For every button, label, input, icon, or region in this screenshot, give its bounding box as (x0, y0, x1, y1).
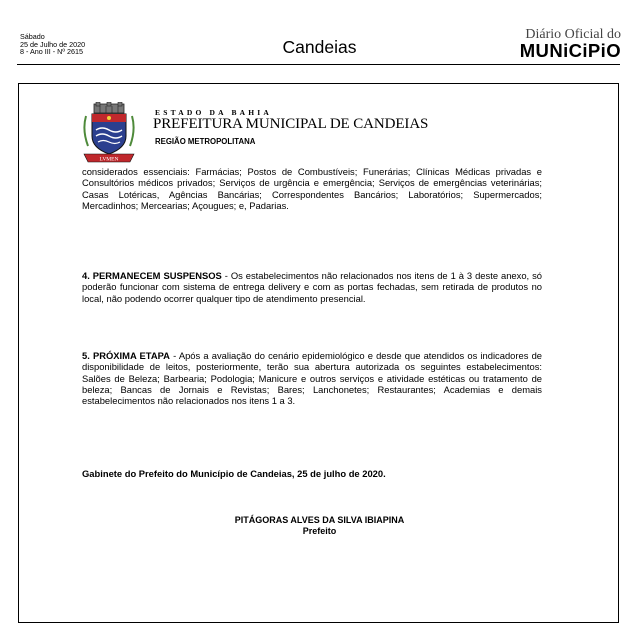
page-header (0, 0, 639, 66)
header-day: Sábado (20, 32, 45, 41)
paragraph-section-5 (82, 350, 542, 406)
paragraph-section-4 (82, 270, 542, 304)
section-5-text: - Após a avaliação do cenário epidemiológico e desde que atendidos os indicadores de disponibilidade de leitos, posteriormente, terão sua abertura autorizada os seguintes estabelecimentos: Salões de Beleza; Barbearia; Podologia; Manicure e outros serviços e atividade estéticas ou tratamento de beleza; Bancas de Jornais e Revistas; Bares; Lanchonetes; Restaurantes; Academias e demais estabelecimentos não relacionados nos itens 1 a 3. (82, 350, 542, 407)
header-edition: 8 - Ano III - Nº 2615 (20, 47, 83, 57)
section-4-heading: 4. PERMANECEM SUSPENSOS (82, 270, 222, 281)
signer-title: Prefeito (302, 526, 337, 536)
section-5-heading: 5. PRÓXIMA ETAPA (82, 350, 170, 361)
paragraph-essential-services: considerados essenciais: Farmácias; Postos de Combustíveis; Funerárias; Clínicas Médicas privadas e Consultórios médicos privados; Serviços de urgência e emergência; Serviços de emergências veterinárias; Casas Lotéricas, Agências Bancárias; Correspondentes Bancários; Laboratórios; Supermercados; Mercadinhos; Mercearias; Açougues; e, Padarias. (82, 166, 542, 211)
signer-name: PITÁGORAS ALVES DA SILVA IBIAPINA (234, 515, 405, 525)
letterhead-state: ESTADO DA BAHIA (155, 108, 273, 117)
section-4-text: - Os estabelecimentos não relacionados nos itens de 1 à 3 deste anexo, só poderão funcionar com sistema de entrega delivery e com as portas fechadas, sem retirada de produtos no local, não podendo ocorrer qualquer tipo de atendimento presencial. (82, 270, 542, 304)
brand-top-text: Diário Oficial do (525, 27, 621, 42)
brand-logo (520, 28, 621, 60)
header-date: 25 de Julho de 2020 (20, 39, 86, 49)
brand-bottom-text: MUNiCiPiO (519, 40, 621, 61)
header-divider (17, 64, 620, 65)
crest-banner-text: LVMEN (99, 156, 119, 163)
letterhead-prefeitura: PREFEITURA MUNICIPAL DE CANDEIAS (153, 116, 429, 132)
header-city: Candeias (282, 37, 357, 57)
closing-statement: Gabinete do Prefeito do Município de Candeias, 25 de julho de 2020. (82, 468, 386, 479)
letterhead-region: REGIÃO METROPOLITANA (155, 137, 256, 146)
coat-of-arms-icon (78, 102, 140, 164)
